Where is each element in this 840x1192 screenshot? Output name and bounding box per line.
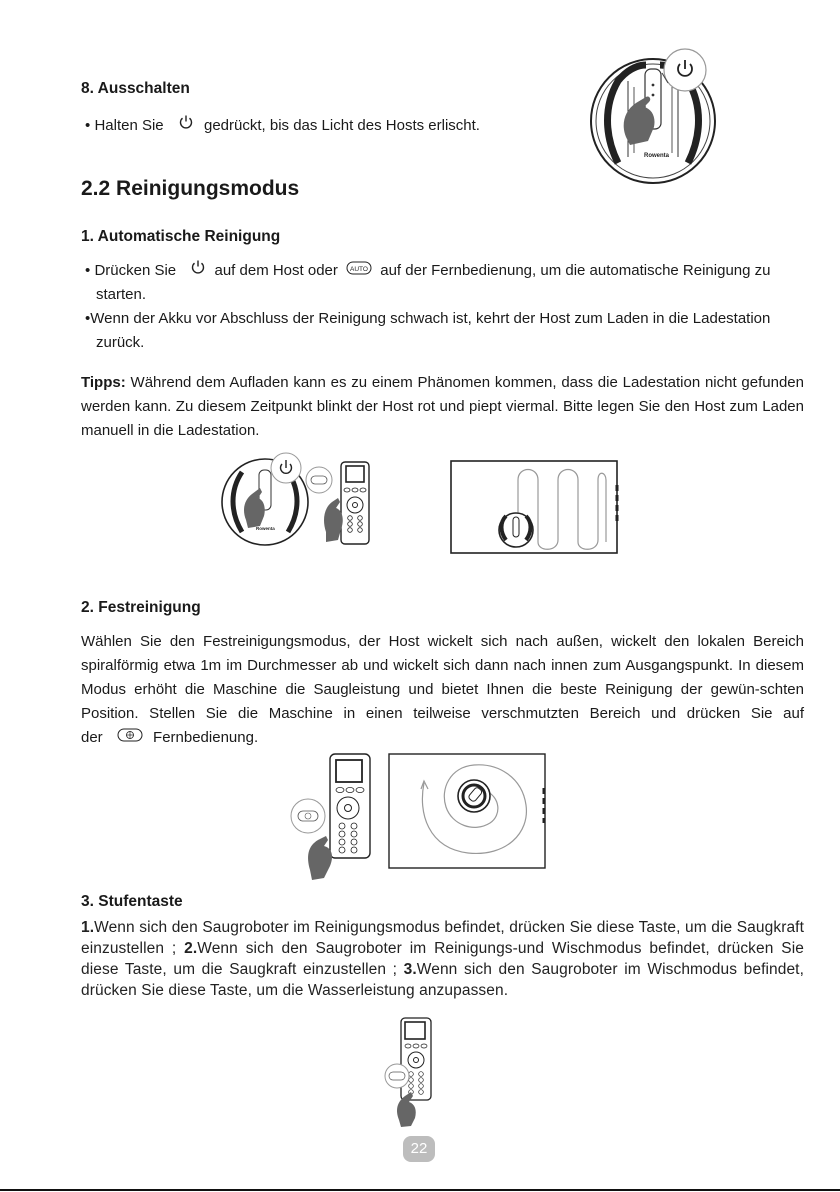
bullet-text: auf dem Host oder bbox=[214, 262, 338, 279]
festreinigung-paragraph-end bbox=[81, 726, 258, 750]
charging-path-illustration bbox=[450, 460, 620, 555]
item-number: 2. bbox=[184, 940, 198, 957]
heading-automatische-reinigung: 1. Automatische Reinigung bbox=[81, 228, 281, 245]
bullet-text: auf der Fernbedienung, um die automatische Reinigung zu bbox=[380, 262, 771, 279]
bullet-text-suffix: gedrückt, bis das Licht des Hosts erlischt. bbox=[204, 117, 480, 134]
festreinigung-paragraph: Wählen Sie den Festreinigungsmodus, der Host wickelt sich nach außen, wickelt den lokalen Bereich spiralförmig etwa 1m im Durchmesser ab und wickelt sich dann nach innen zum Ausgangspunkt. In diesem Modus erhöht die Maschine die Saugleistung und bietet Ihnen die beste Reinigung der gewün-schten Position. Stellen Sie die Maschine in einen teilweise verschmutzten Bereich und drücken Sie auf bbox=[81, 633, 804, 722]
svg-text:Rowenta: Rowenta bbox=[256, 526, 275, 531]
bullet-dot: • bbox=[85, 262, 91, 279]
bullet-text-prefix: Halten Sie bbox=[94, 117, 164, 134]
paragraph-text: Fernbedienung. bbox=[153, 729, 259, 746]
bullet-auto-1-line2: starten. bbox=[96, 286, 147, 303]
heading-festreinigung: 2. Festreinigung bbox=[81, 599, 201, 616]
item-number: 3. bbox=[403, 961, 417, 978]
svg-text:AUTO: AUTO bbox=[350, 266, 369, 274]
stufentaste-paragraph bbox=[81, 917, 804, 1001]
remote-spot-illustration bbox=[288, 752, 378, 882]
tipps-text: Während dem Aufladen kann es zu einem Phänomen kommen, dass die Ladestation nicht gefunden werden kann. Zu diesem Zeitpunkt blinkt der Host rot und piept viermal. Bitte legen Sie den Host zum Laden manuell in die Ladestation. bbox=[81, 374, 804, 439]
bullet-auto-1 bbox=[85, 259, 805, 283]
bullet-auto-2 bbox=[85, 307, 815, 331]
bullet-ausschalten bbox=[85, 114, 480, 138]
tipps-paragraph bbox=[81, 371, 804, 443]
robot-and-remote-illustration bbox=[220, 450, 395, 550]
section-heading-ausschalten: 8. Ausschalten bbox=[81, 80, 190, 97]
item-number: 1. bbox=[81, 919, 95, 936]
bullet-auto-2-line2: zurück. bbox=[96, 334, 145, 351]
spiral-path-illustration bbox=[388, 753, 548, 871]
bullet-text: Wenn der Akku vor Abschluss der Reinigung schwach ist, kehrt der Host zum Laden in die Ladestation bbox=[90, 310, 771, 327]
bullet-dot: • bbox=[85, 310, 91, 327]
tipps-label: Tipps: bbox=[81, 374, 126, 391]
auto-key-icon bbox=[346, 259, 372, 283]
bullet-text: Drücken Sie bbox=[94, 262, 177, 279]
spot-key-icon bbox=[117, 726, 143, 750]
robot-power-illustration bbox=[586, 45, 726, 190]
power-icon bbox=[178, 114, 194, 138]
bullet-dot: • bbox=[85, 117, 91, 134]
heading-text: Stufentaste bbox=[98, 893, 183, 910]
heading-number: 3. bbox=[81, 893, 94, 910]
section-heading-reinigungsmodus: 2.2 Reinigungsmodus bbox=[81, 177, 300, 200]
power-icon bbox=[190, 259, 206, 283]
paragraph-text: der bbox=[81, 729, 103, 746]
page-number: 22 bbox=[403, 1136, 435, 1162]
item-text: Wenn sich den Saugroboter im Wischmodus befindet, drücken Sie diese Taste, um die Wasserleistung anzupassen. bbox=[81, 961, 804, 999]
page-bottom-divider bbox=[0, 1189, 840, 1191]
svg-text:Rowenta: Rowenta bbox=[644, 153, 670, 159]
item-text: Wenn sich den Saugroboter im Reinigungsmodus befindet, drücken Sie diese Taste, um die Saugkraft einzustellen ; bbox=[81, 919, 804, 957]
heading-stufentaste bbox=[81, 893, 183, 911]
item-text: Wenn sich den Saugroboter im Reinigungs-und Wischmodus befindet, drücken Sie diese Taste, um die Saugkraft einzustellen ; bbox=[81, 940, 804, 978]
remote-level-illustration bbox=[383, 1016, 443, 1128]
